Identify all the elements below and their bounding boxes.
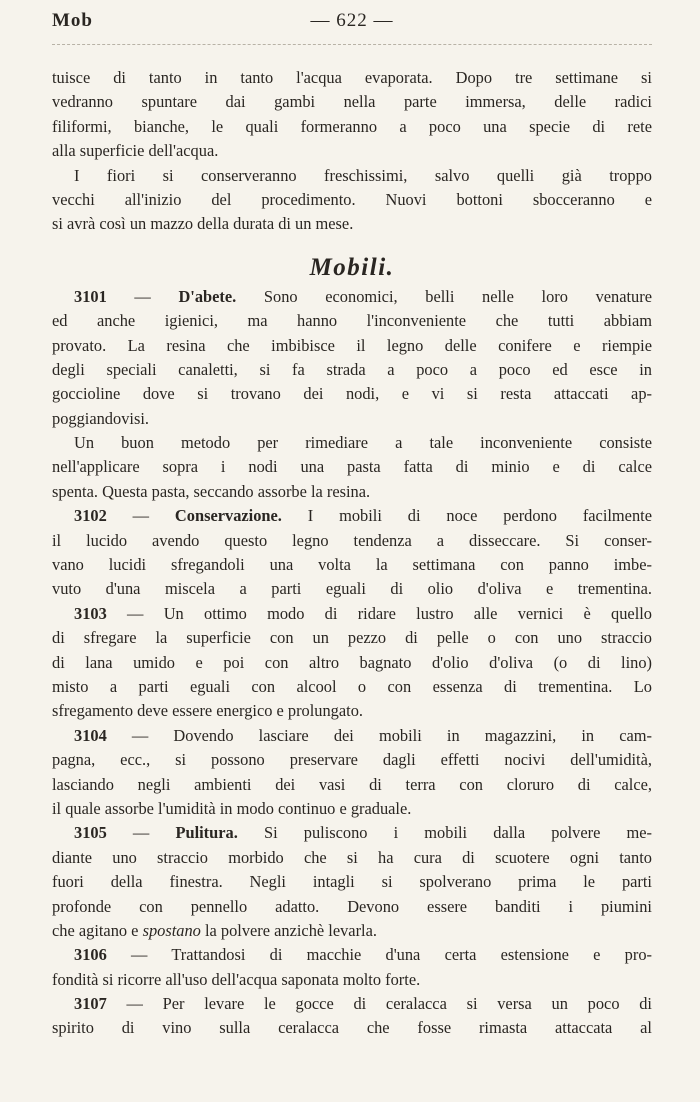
entry-3101-first-line [52, 285, 652, 309]
body-line: spenta. Questa pasta, seccando assorbe la resina. [52, 481, 371, 501]
entry-text: — Un ottimo modo di ridare lustro alle vernici è quello [106, 603, 652, 623]
body-line: provato. La resina che imbibisce il legno delle conifere e riempie [52, 335, 652, 355]
entry-dash: — [106, 286, 179, 306]
entry-heading: D'abete. [178, 286, 237, 306]
entry-dash: — [106, 506, 175, 526]
entry-number: 3105 [74, 823, 107, 843]
entry-dash: — [106, 823, 176, 843]
body-line: diante uno straccio morbido che si ha cura di scuotere ogni tanto [52, 847, 652, 867]
body-line: I fiori si conserveranno freschissimi, salvo quelli già troppo [74, 165, 652, 185]
entry-text: Sono economici, belli nelle loro venature [236, 286, 652, 306]
entry-3102-first-line [52, 504, 652, 528]
entry-text: — Per levare le gocce di ceralacca si versa un poco di [106, 994, 652, 1014]
body-line: profonde con pennello adatto. Devono essere banditi i piumini [52, 896, 652, 916]
body-line [52, 919, 652, 943]
entry-3105-first-line [52, 821, 652, 845]
body-line: vecchi all'inizio del procedimento. Nuovi bottoni sbocceranno e [52, 189, 652, 209]
entry-text: che agitano e [52, 920, 143, 940]
running-head: Mob [52, 10, 93, 31]
page-header [52, 10, 652, 36]
entry-number: 3106 [74, 945, 107, 965]
entry-number: 3104 [74, 725, 107, 745]
entry-heading: Conservazione. [174, 506, 282, 526]
body-line: pagna, ecc., si possono preservare dagli effetti nocivi dell'umidità, [52, 750, 652, 770]
entry-heading: Pulitura. [175, 823, 238, 843]
header-rule [52, 44, 652, 45]
body-line: alla superficie dell'acqua. [52, 141, 219, 161]
entry-number: 3102 [74, 506, 107, 526]
entry-number: 3101 [74, 286, 107, 306]
body-line: di lana umido e poi con altro bagnato d'olio d'oliva (o di lino) [52, 652, 652, 672]
body-line: poggiandovisi. [52, 408, 149, 428]
body-line: di sfregare la superficie con un pezzo di pelle o con uno straccio [52, 628, 652, 648]
section-title: Mobili. [309, 253, 395, 281]
body-line: filiformi, bianche, le quali formeranno a poco una specie di rete [52, 116, 652, 136]
body-line: misto a parti eguali con alcool o con essenza di trementina. Lo [52, 676, 652, 696]
entry-number: 3103 [74, 603, 107, 623]
entry-3103-first-line [52, 602, 652, 626]
body-line: il quale assorbe l'umidità in modo continuo e graduale. [52, 798, 412, 818]
body-line: tuisce di tanto in tanto l'acqua evaporata. Dopo tre settimane si [52, 68, 652, 87]
entry-text: la polvere anzichè levarla. [200, 920, 377, 940]
entry-text: — Dovendo lasciare dei mobili in magazzini, in cam- [106, 725, 652, 745]
entry-3106-first-line [52, 943, 652, 967]
page-number: — 622 — [310, 10, 394, 31]
body-line: il lucido avendo questo legno tendenza a disseccare. Si conser- [52, 530, 652, 550]
entry-3104-first-line [52, 724, 652, 748]
body-line: ed anche igienici, ma hanno l'inconveniente che tutti abbiam [52, 311, 652, 331]
entry-text: Si puliscono i mobili dalla polvere me- [237, 823, 652, 843]
body-line: vuto d'una miscela a parti eguali di olio d'oliva e trementina. [52, 579, 652, 599]
emphasized-word: spostano [142, 920, 201, 940]
body-line: vedranno spuntare dai gambi nella parte immersa, delle radici [52, 92, 652, 112]
page-body [52, 66, 652, 1041]
body-line: vano lucidi sfregandoli una volta la settimana con panno imbe- [52, 555, 652, 575]
body-line: fondità si ricorre all'uso dell'acqua saponata molto forte. [52, 969, 421, 989]
entry-text: I mobili di noce perdono facilmente [281, 506, 652, 526]
body-line: goccioline dove si trovano dei nodi, e vi si resta attaccati ap- [52, 384, 652, 404]
entry-number: 3107 [74, 994, 107, 1014]
body-line: Un buon metodo per rimediare a tale inconveniente consiste [74, 433, 652, 453]
entry-text: — Trattandosi di macchie d'una certa estensione e pro- [106, 945, 652, 965]
body-line: lasciando negli ambienti dei vasi di terra con cloruro di calce, [52, 774, 652, 794]
body-line: sfregamento deve essere energico e prolungato. [52, 701, 363, 721]
body-line: fuori della finestra. Negli intagli si spolverano prima le parti [52, 872, 652, 892]
body-line: nell'applicare sopra i nodi una pasta fatta di minio e di calce [52, 457, 652, 477]
body-line: si avrà così un mazzo della durata di un mese. [52, 214, 354, 234]
entry-3107-first-line [52, 992, 652, 1016]
body-line: degli speciali canaletti, si fa strada a poco a poco ed esce in [52, 359, 652, 379]
body-line: spirito di vino sulla ceralacca che fosse rimasta attaccata al [52, 1018, 652, 1038]
